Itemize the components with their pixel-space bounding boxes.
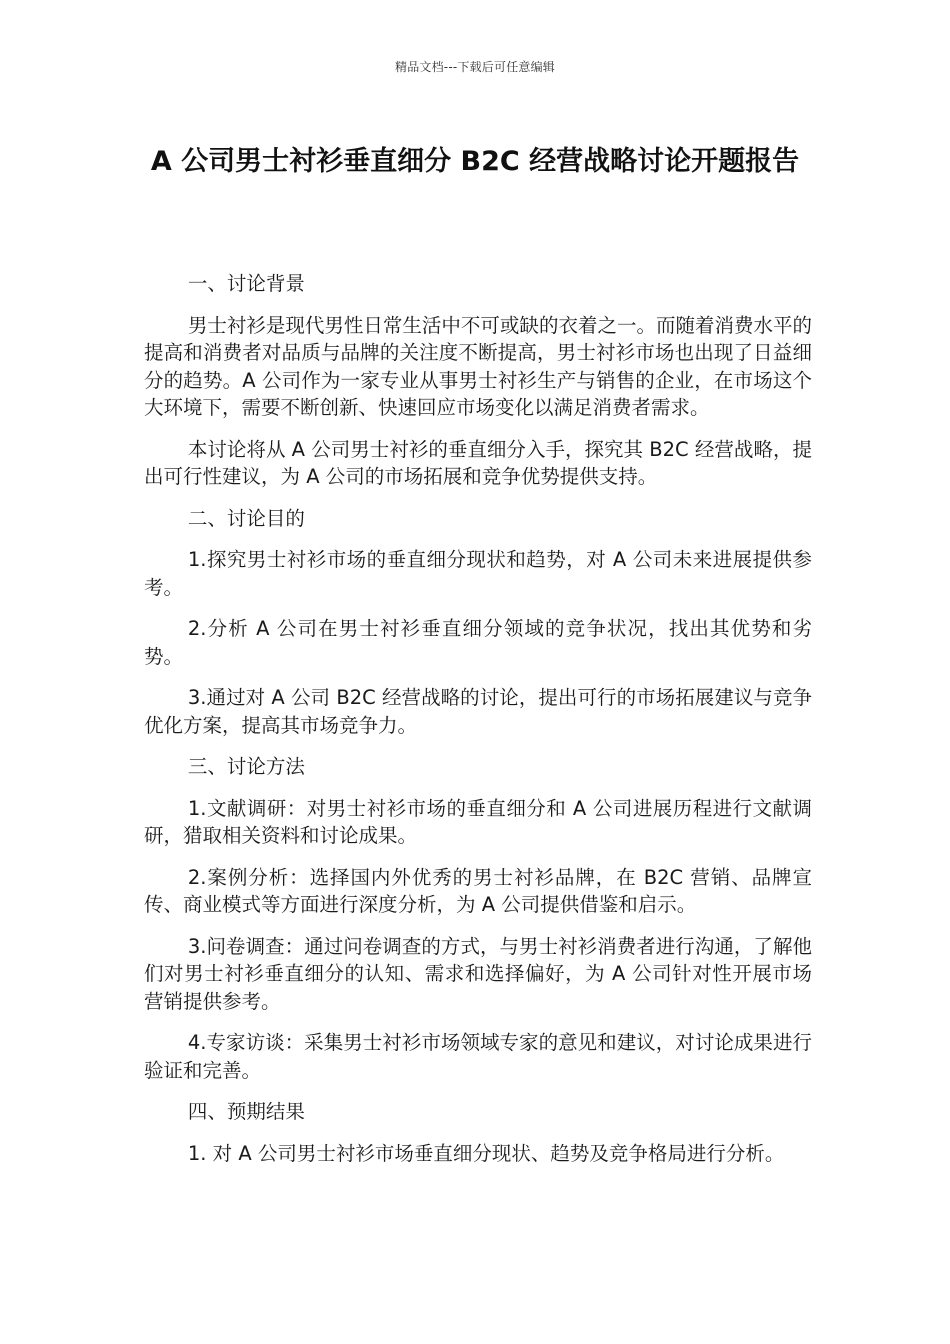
section-heading-background: 一、讨论背景 [187, 272, 305, 295]
paragraph: 3.通过对 A 公司 B2C 经营战略的讨论，提出可行的市场拓展建议与竞争优化方案，提高其市场竞争力。 [144, 686, 812, 737]
paragraph: 1. 对 A 公司男士衬衫市场垂直细分现状、趋势及竞争格局进行分析。 [187, 1141, 785, 1165]
header-note: 精品文档---下载后可任意编辑 [395, 60, 555, 74]
paragraph: 1.文献调研：对男士衬衫市场的垂直细分和 A 公司进展历程进行文献调研，猎取相关资料和讨论成果。 [144, 796, 812, 847]
paragraph: 1.探究男士衬衫市场的垂直细分现状和趋势，对 A 公司未来进展提供参考。 [144, 548, 812, 599]
document-title: A 公司男士衬衫垂直细分 B2C 经营战略讨论开题报告 [150, 146, 800, 177]
paragraph: 4.专家访谈：采集男士衬衫市场领域专家的意见和建议，对讨论成果进行验证和完善。 [144, 1031, 812, 1082]
paragraph: 本讨论将从 A 公司男士衬衫的垂直细分入手，探究其 B2C 经营战略，提出可行性建议，为 A 公司的市场拓展和竞争优势提供支持。 [144, 437, 812, 488]
document-body [144, 270, 812, 1181]
section-heading-method: 三、讨论方法 [187, 755, 305, 778]
paragraph: 3.问卷调查：通过问卷调查的方式，与男士衬衫消费者进行沟通，了解他们对男士衬衫垂直细分的认知、需求和选择偏好，为 A 公司针对性开展市场营销提供参考。 [144, 934, 812, 1013]
section-heading-expected-results: 四、预期结果 [187, 1100, 305, 1123]
paragraph: 2.案例分析：选择国内外优秀的男士衬衫品牌，在 B2C 营销、品牌宣传、商业模式等方面进行深度分析，为 A 公司提供借鉴和启示。 [144, 865, 812, 916]
paragraph: 男士衬衫是现代男性日常生活中不可或缺的衣着之一。而随着消费水平的提高和消费者对品质与品牌的关注度不断提高，男士衬衫市场也出现了日益细分的趋势。A 公司作为一家专业从事男士衬衫生产与销售的企业，在市场这个大环境下，需要不断创新、快速回应市场变化以满足消费者需求。 [144, 313, 812, 419]
paragraph: 2.分析 A 公司在男士衬衫垂直细分领域的竞争状况，找出其优势和劣势。 [144, 617, 812, 668]
section-heading-purpose: 二、讨论目的 [187, 506, 305, 530]
